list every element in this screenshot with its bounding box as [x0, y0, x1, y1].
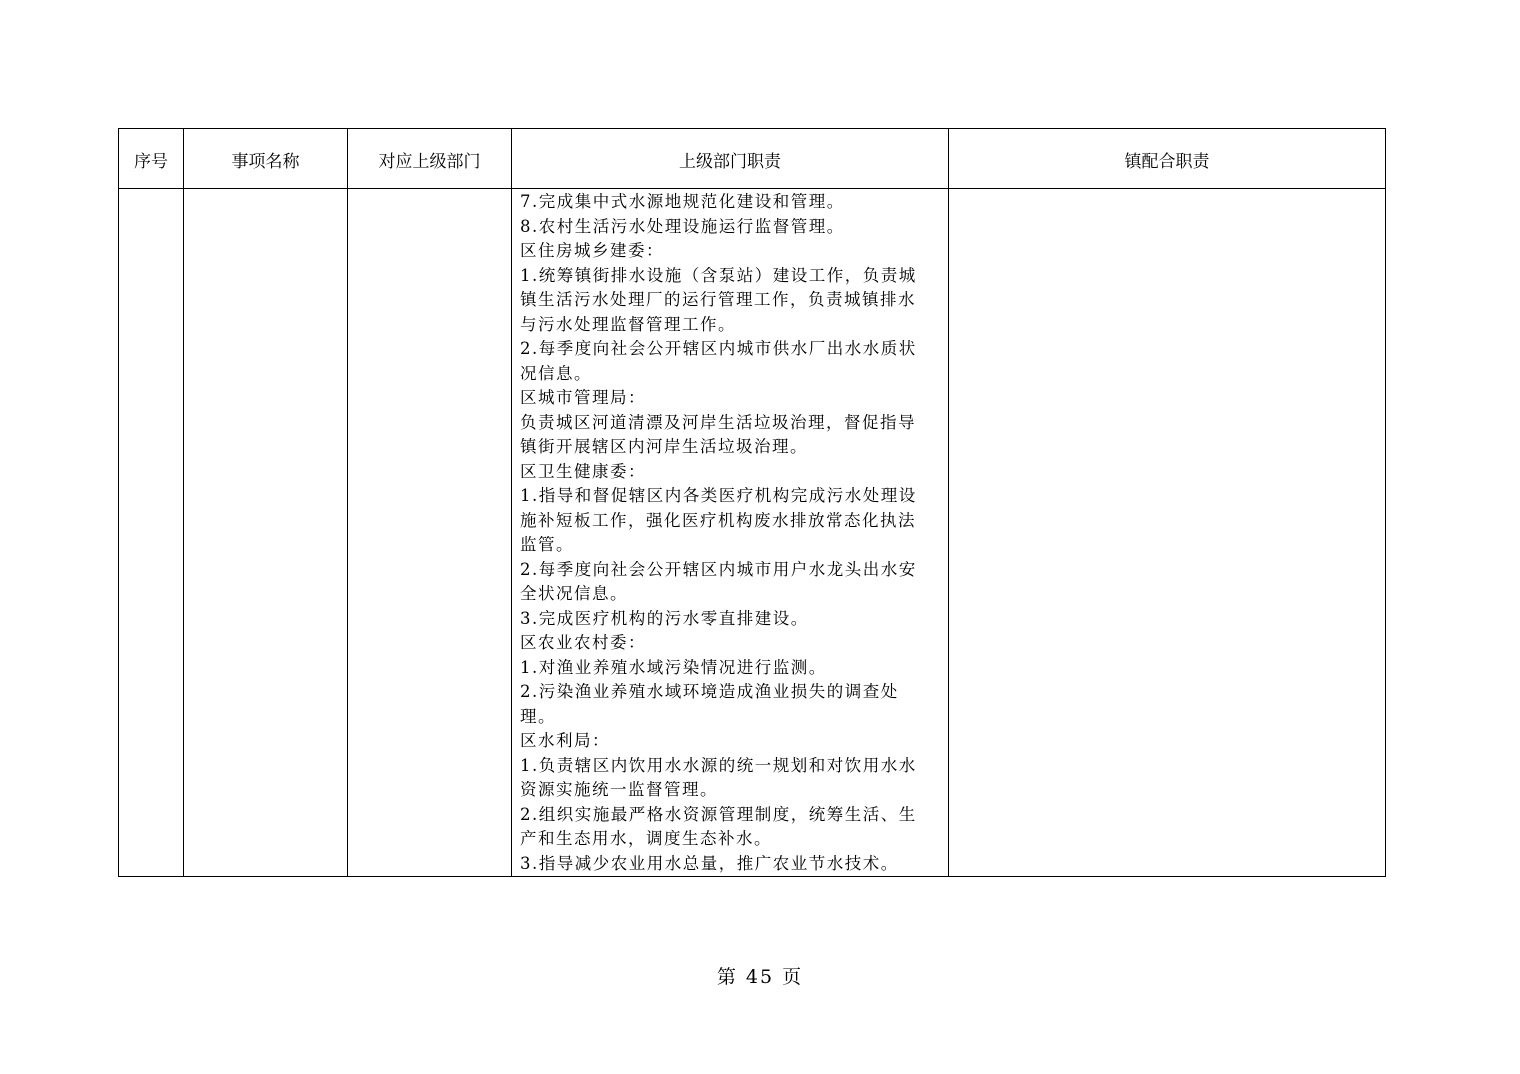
- duty-line: 3.指导减少农业用水总量，推广农业节水技术。: [520, 853, 899, 873]
- duty-line: 2.每季度向社会公开辖区内城市供水厂出水水质状: [520, 339, 917, 358]
- duty-line: 区水利局：: [520, 731, 610, 750]
- duty-line: 全状况信息。: [520, 584, 628, 603]
- duty-line: 产和生态用水，调度生态补水。: [520, 829, 772, 848]
- duty-line: 7.完成集中式水源地规范化建设和管理。: [520, 192, 845, 211]
- header-department: 对应上级部门: [378, 151, 481, 172]
- duties-table: [118, 128, 1386, 877]
- duty-line: 1.负责辖区内饮用水水源的统一规划和对饮用水水: [520, 755, 917, 775]
- duty-line: 1.统筹镇街排水设施（含泵站）建设工作，负责城: [520, 265, 917, 285]
- duty-line: 资源实施统一监督管理。: [520, 780, 718, 799]
- duty-line: 3.完成医疗机构的污水零直排建设。: [520, 608, 809, 628]
- duty-line: 负责城区河道清漂及河岸生活垃圾治理，督促指导: [520, 412, 916, 432]
- col-divider: [511, 129, 512, 876]
- duty-line: 与污水处理监督管理工作。: [520, 314, 736, 334]
- header-superior-duties: 上级部门职责: [679, 151, 781, 172]
- col-divider: [347, 129, 348, 876]
- duty-line: 1.指导和督促辖区内各类医疗机构完成污水处理设: [520, 486, 917, 505]
- duty-line: 2.组织实施最严格水资源管理制度，统筹生活、生: [520, 804, 917, 824]
- duty-line: 2.污染渔业养殖水域环境造成渔业损失的调查处: [520, 682, 899, 701]
- duty-line: 镇生活污水处理厂的运行管理工作，负责城镇排水: [520, 290, 916, 309]
- duty-line: 区卫生健康委：: [520, 461, 646, 481]
- duty-line: 区城市管理局：: [520, 388, 646, 407]
- header-town-duties: 镇配合职责: [1124, 151, 1210, 172]
- duty-line: 况信息。: [520, 363, 592, 383]
- duty-line: 1.对渔业养殖水域污染情况进行监测。: [520, 657, 827, 677]
- col-divider: [183, 129, 184, 876]
- duty-line: 监管。: [520, 535, 574, 554]
- duty-line: 8.农村生活污水处理设施运行监督管理。: [520, 216, 845, 236]
- duty-line: 镇街开展辖区内河岸生活垃圾治理。: [520, 437, 808, 456]
- duty-line: 区农业农村委：: [520, 633, 646, 652]
- page-number: 第 45 页: [716, 966, 804, 988]
- duty-line: 施补短板工作，强化医疗机构废水排放常态化执法: [520, 510, 916, 530]
- duty-line: 2.每季度向社会公开辖区内城市用户水龙头出水安: [520, 559, 917, 579]
- header-item-name: 事项名称: [231, 151, 300, 172]
- duty-line: 区住房城乡建委：: [520, 241, 664, 260]
- duty-line: 理。: [520, 706, 556, 726]
- header-seq: 序号: [134, 151, 168, 172]
- col-divider: [948, 129, 949, 876]
- superior-duties-cell: [516, 190, 944, 876]
